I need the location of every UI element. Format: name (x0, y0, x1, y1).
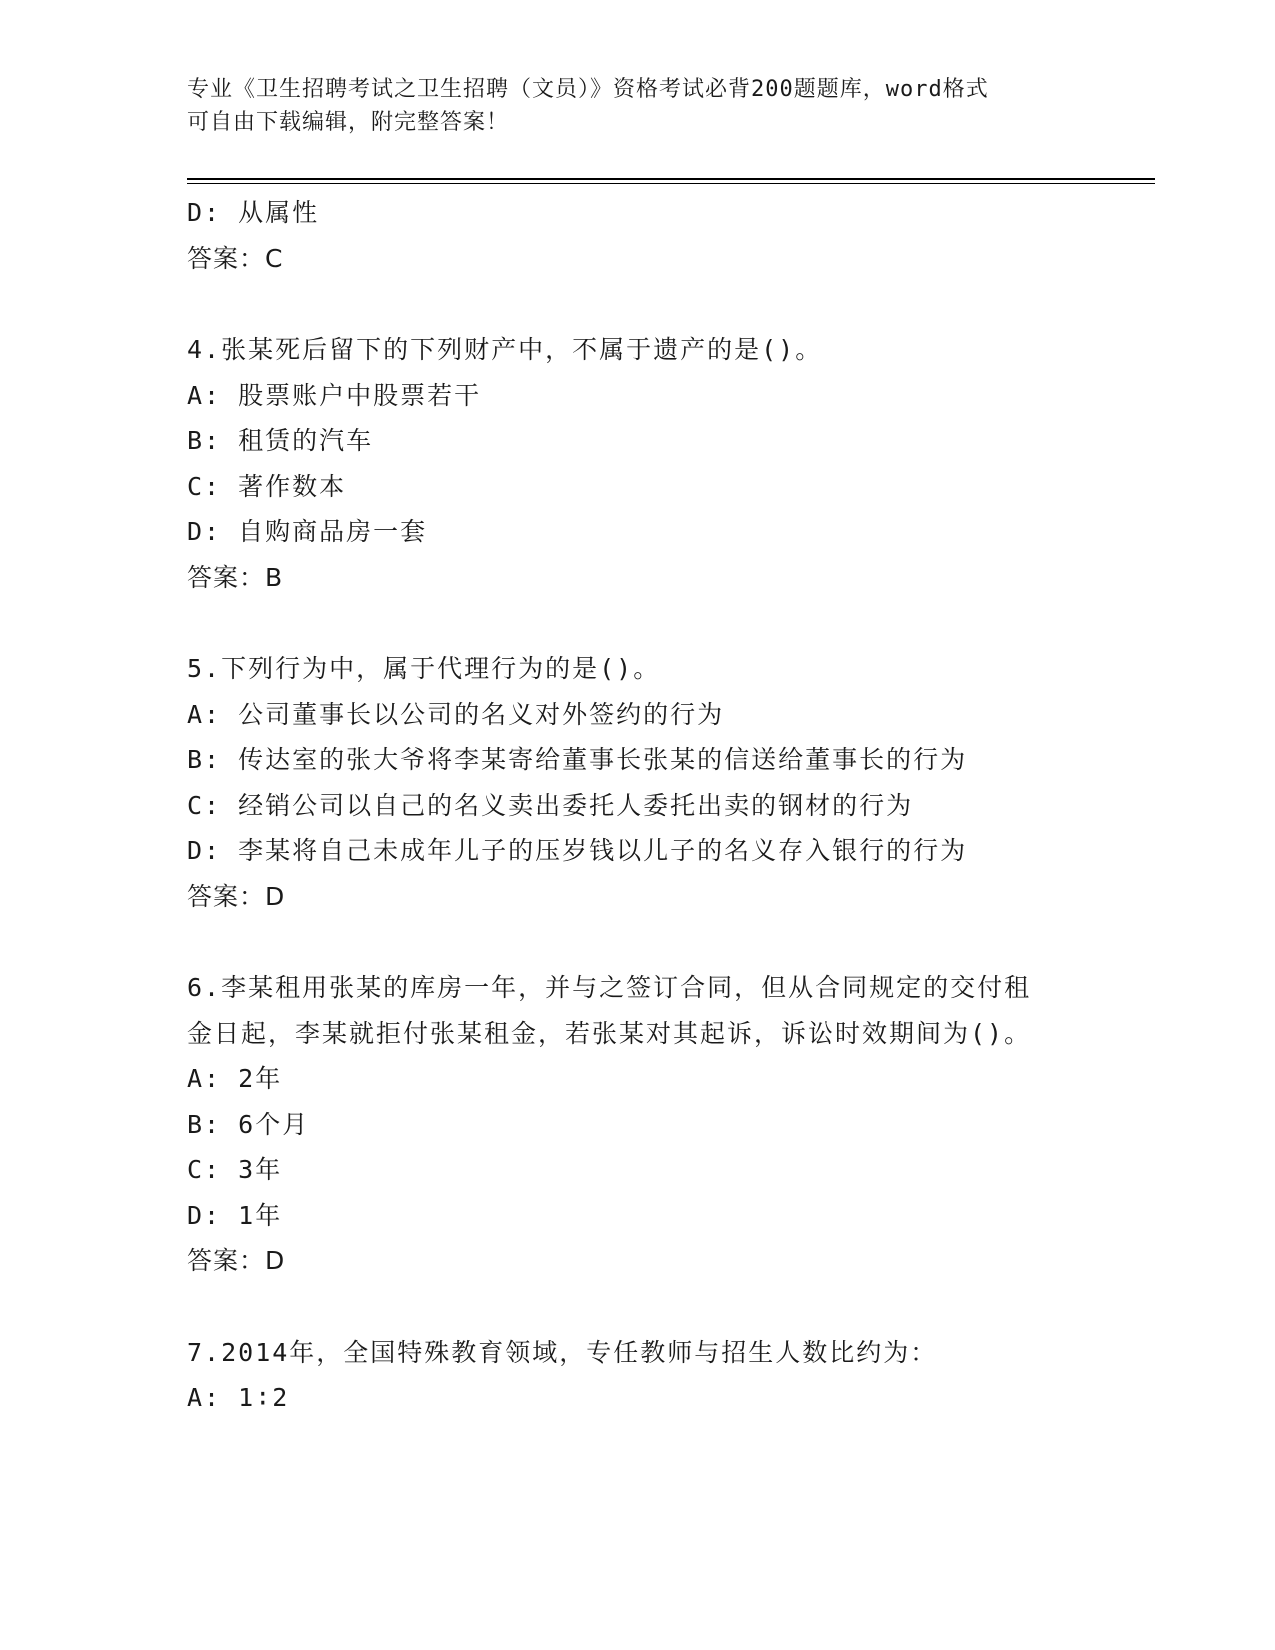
question-text: 4.张某死后留下的下列财产中，不属于遗产的是()。 (187, 335, 823, 364)
option-d: D: 李某将自己未成年儿子的压岁钱以儿子的名义存入银行的行为 (187, 836, 968, 865)
answer-line: 答案：C (187, 243, 284, 273)
option-b: B: 6个月 (187, 1109, 310, 1139)
question-content (187, 190, 1087, 1421)
spacer (187, 1284, 1087, 1330)
header-divider-thick (187, 178, 1155, 180)
answer-line: 答案：B (187, 562, 284, 592)
question-text: 7.2014年，全国特殊教育领域，专任教师与招生人数比约为： (187, 1337, 938, 1367)
option-c: C: 3年 (187, 1155, 283, 1184)
header-title-line-1: 专业《卫生招聘考试之卫生招聘（文员）》资格考试必背200题题库，word格式 (187, 77, 989, 102)
question-6 (187, 965, 1087, 1284)
option-d: D: 自购商品房一套 (187, 517, 428, 546)
spacer (187, 919, 1087, 965)
spacer (187, 281, 1087, 327)
question-5 (187, 646, 1087, 919)
header-divider-thin (187, 183, 1155, 184)
option-d: D: 从属性 (187, 198, 320, 227)
question-text: 6.李某租用张某的库房一年，并与之签订合同，但从合同规定的交付租金日起，李某就拒付张某租金，若张某对其起诉，诉讼时效期间为()。 (187, 973, 1032, 1048)
option-a: A: 2年 (187, 1064, 283, 1093)
question-4 (187, 327, 1087, 600)
question-7 (187, 1330, 1087, 1421)
question-3-tail (187, 190, 1087, 281)
option-a: A: 公司董事长以公司的名义对外签约的行为 (187, 699, 725, 729)
answer-line: 答案：D (187, 881, 286, 911)
option-b: B: 租赁的汽车 (187, 426, 374, 455)
option-d: D: 1年 (187, 1200, 283, 1230)
option-c: C: 经销公司以自己的名义卖出委托人委托出卖的钢材的行为 (187, 790, 914, 820)
header-title-line-2: 可自由下载编辑，附完整答案！ (187, 110, 510, 135)
option-b: B: 传达室的张大爷将李某寄给董事长张某的信送给董事长的行为 (187, 745, 968, 774)
question-text: 5.下列行为中，属于代理行为的是()。 (187, 654, 661, 683)
option-a: A: 股票账户中股票若干 (187, 380, 482, 410)
document-header (187, 73, 1087, 139)
spacer (187, 600, 1087, 646)
answer-line: 答案：D (187, 1246, 286, 1275)
option-a: A: 1∶2 (187, 1383, 290, 1412)
option-c: C: 著作数本 (187, 471, 347, 501)
